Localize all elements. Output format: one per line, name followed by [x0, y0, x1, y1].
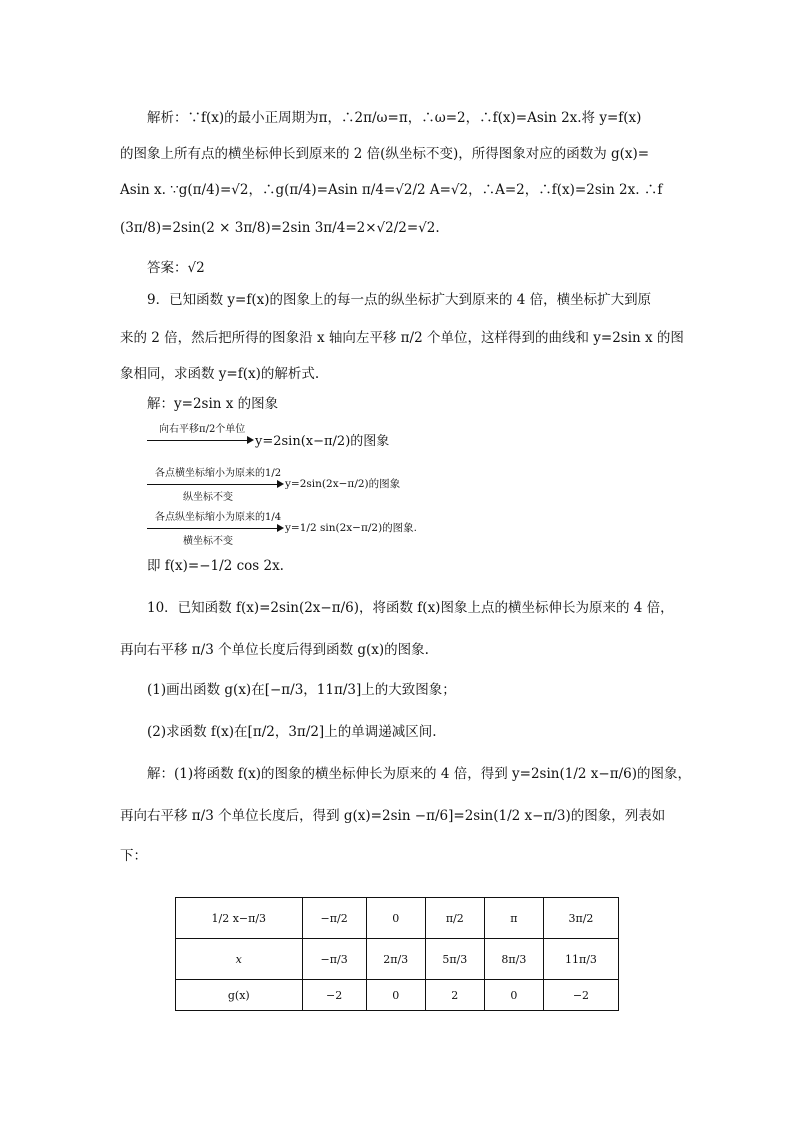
step-3-label-bottom: 横坐标不变: [183, 536, 233, 547]
table-cell: 2: [425, 980, 484, 1011]
solution-10-line-2: 再向右平移 π/3 个单位长度后，得到 g(x)=2sin −π/6]=2sin(1/2 x−π/3)的图象，列表如: [120, 808, 666, 824]
transform-step-1: [147, 420, 447, 456]
problem-10-part-1: (1)画出函数 g(x)在[−π/3，11π/3]上的大致图象；: [147, 682, 456, 698]
problem-9-line-3: 象相同，求函数 y=f(x)的解析式.: [120, 366, 320, 382]
table-cell: g(x): [176, 980, 303, 1011]
table-row: [176, 939, 619, 980]
solution-line-4: (3π/8)=2sin(2 × 3π/8)=2sin 3π/4=2×√2/2=√2.: [120, 220, 440, 236]
table-cell: 0: [366, 898, 425, 939]
solution-line-2: 的图象上所有点的横坐标伸长到原来的 2 倍(纵坐标不变)，所得图象对应的函数为 g(x)=: [120, 146, 650, 162]
step-3-result: y=1/2 sin(2x−π/2)的图象.: [285, 522, 418, 534]
step-2-label-bottom: 纵坐标不变: [183, 492, 233, 503]
step-2-label-top: 各点横坐标缩小为原来的1/2: [155, 468, 282, 479]
problem-10-line-1: 10．已知函数 f(x)=2sin(2x−π/6)，将函数 f(x)图象上点的横坐标伸长为原来的 4 倍，: [147, 600, 674, 616]
table-row: [176, 898, 619, 939]
table-cell: x: [176, 939, 303, 980]
problem-10-line-2: 再向右平移 π/3 个单位长度后得到函数 g(x)的图象.: [120, 642, 429, 658]
arrow-right-icon: [247, 436, 254, 444]
table-cell: 8π/3: [484, 939, 543, 980]
solution-line-1: 解析：∵f(x)的最小正周期为π，∴2π/ω=π，∴ω=2，∴f(x)=Asin 2x.将 y=f(x): [147, 110, 642, 126]
table-cell: −2: [543, 980, 618, 1011]
table-cell: π/2: [425, 898, 484, 939]
transform-step-3: [147, 508, 467, 547]
step-1-result: y=2sin(x−π/2)的图象: [255, 434, 390, 449]
solution-line-3: Asin x. ∵g(π/4)=√2，∴g(π/4)=Asin π/4=√2/2 A=√2，∴A=2，∴f(x)=2sin 2x. ∴f: [120, 182, 663, 198]
problem-9-line-2: 来的 2 倍，然后把所得的图象沿 x 轴向左平移 π/2 个单位，这样得到的曲线和 y=2sin x 的图: [120, 330, 684, 346]
step-2-arrow-line: [147, 484, 277, 485]
value-table: [175, 897, 619, 1011]
table-cell: −2: [302, 980, 366, 1011]
arrow-right-icon: [277, 524, 284, 532]
solution-10-line-3: 下：: [120, 848, 147, 864]
step-2-result: y=2sin(2x−π/2)的图象: [285, 478, 401, 490]
step-1-arrow-line: [147, 440, 247, 441]
arrow-right-icon: [277, 480, 284, 488]
step-3-arrow-line: [147, 528, 277, 529]
table-cell: 5π/3: [425, 939, 484, 980]
table-cell: −π/3: [302, 939, 366, 980]
problem-10-part-2: (2)求函数 f(x)在[π/2，3π/2]上的单调递减区间.: [147, 724, 437, 740]
table-cell: 0: [366, 980, 425, 1011]
problem-9-line-1: 9．已知函数 y=f(x)的图象上的每一点的纵坐标扩大到原来的 4 倍，横坐标扩大到原: [147, 292, 652, 308]
table-cell: 2π/3: [366, 939, 425, 980]
table-cell: π: [484, 898, 543, 939]
solution-9-start: 解：y=2sin x 的图象: [147, 396, 279, 412]
table-cell: 1/2 x−π/3: [176, 898, 303, 939]
step-1-label: 向右平移π/2个单位: [159, 424, 246, 435]
table-cell: −π/2: [302, 898, 366, 939]
table-cell: 3π/2: [543, 898, 618, 939]
transform-step-2: [147, 464, 447, 503]
table-cell: 0: [484, 980, 543, 1011]
solution-9-conclusion: 即 f(x)=−1/2 cos 2x.: [147, 558, 284, 574]
solution-10-line-1: 解：(1)将函数 f(x)的图象的横坐标伸长为原来的 4 倍，得到 y=2sin(1/2 x−π/6)的图象，: [147, 766, 691, 782]
step-3-label-top: 各点纵坐标缩小为原来的1/4: [155, 512, 282, 523]
answer-line: 答案：√2: [147, 260, 205, 276]
table-row: [176, 980, 619, 1011]
table-cell: 11π/3: [543, 939, 618, 980]
